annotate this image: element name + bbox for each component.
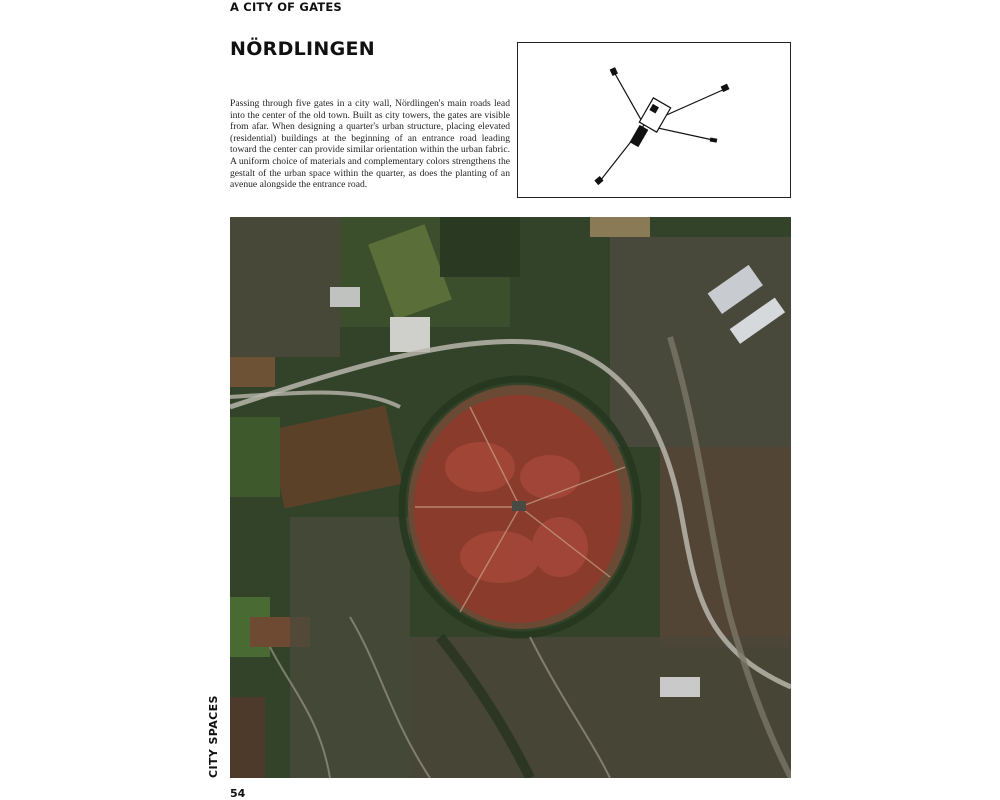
intro-paragraph: Passing through five gates in a city wall, Nördlingen's main roads lead into the center of the old town. Built as city towers, the gates are visible from afar. When designing a quarter's urban structure, placing elevated (residential) buildings at the beginning of an entrance road leading toward the center can provide similar orientation within the urban fabric. A uniform choice of materials and complementary colors strengthens the gestalt of the urban space within the quarter, as does the planting of an avenue alongside the entrance road.	[230, 98, 510, 191]
page-number: 54	[230, 787, 246, 800]
aerial-photo	[230, 217, 791, 778]
gates-diagram-drawing	[518, 43, 792, 199]
gate-road-north	[614, 72, 644, 125]
town-center-outline	[639, 98, 670, 132]
side-section-label: CITY SPACES	[207, 695, 220, 778]
tall-building-marker	[630, 125, 649, 147]
aerial-photo-drawing	[230, 217, 791, 778]
page-title: NÖRDLINGEN	[230, 38, 376, 60]
section-label: A CITY OF GATES	[230, 0, 342, 14]
gate-tower-southeast	[710, 138, 718, 143]
gate-tower-north	[610, 67, 618, 76]
gates-diagram	[517, 42, 791, 198]
